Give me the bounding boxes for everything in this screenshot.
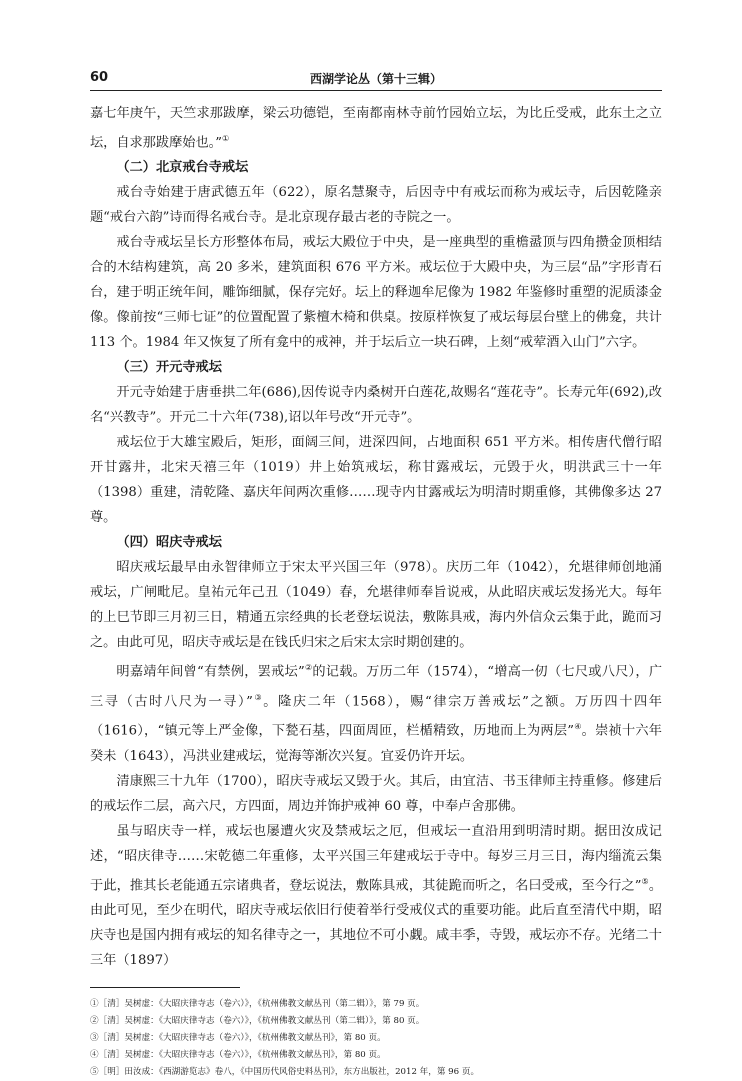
section-heading: （二）北京戒台寺戒坛: [116, 160, 249, 176]
paragraph: 戒台寺始建于唐武德五年（622），原名慧聚寺，后因寺中有戒坛而称为戒坛寺，后因乾隆亲题“戒台六韵”诗而得名戒台寺。是北京现存最古老的寺院之一。: [90, 185, 662, 226]
section-heading: （四）昭庆寺戒坛: [116, 535, 222, 551]
footnote-ref[interactable]: ⑤: [641, 876, 649, 886]
footnote-ref[interactable]: ③: [252, 692, 264, 702]
footnote-ref[interactable]: ②: [304, 663, 313, 673]
footnote: ②［清］吴树虚：《大昭庆律寺志（卷六）》，《杭州佛教文献丛刊（第二辑）》，第 80 页。: [90, 1015, 425, 1026]
paragraph: 明嘉靖年间曾“有禁例，罢戒坛”②的记载。万历二年（1574），“增高一仞（七尺或八尺），广三寻（古时八尺为一寻）”③。隆庆二年（1568），赐“律宗万善戒坛”之额。万历四十四年（1616），“镇元等上严金像，下甃石基，四面周匝，栏楯精致，历地而上为两层”④。崇祯十六年癸未（1643），冯洪业建戒坛，觉海等渐次兴复。宜妥仍许开坛。: [90, 663, 663, 764]
footnote-ref[interactable]: ①: [222, 134, 230, 143]
running-title: 西湖学论丛（第十三辑）: [309, 72, 442, 86]
paragraph: 开元寺始建于唐垂拱二年(686),因传说寺内桑树开白莲花,故赐名“莲花寺”。长寿元年(692),改名“兴教寺”。开元二十六年(738),诏以年号改“开元寺”。: [90, 385, 662, 426]
footnote-ref[interactable]: ④: [574, 722, 582, 732]
article-body: [90, 101, 662, 973]
page-number: 60: [90, 70, 109, 85]
paragraph-continued: 嘉七年庚午，天竺求那跋摩，梁云功德铠，至南都南林寺前竹园始立坛，为比丘受戒，此东土之立坛，自求那跋摩始也。”①: [90, 106, 662, 151]
footnote-divider: [90, 987, 240, 988]
page-header: [90, 68, 662, 91]
paragraph: 清康熙三十九年（1700），昭庆寺戒坛又毁于火。其后，由宜洁、书玉律师主持重修。修建后的戒坛作二层，高六尺，方四面，周边并饰护戒神 60 尊，中奉卢舍那佛。: [90, 773, 662, 814]
document-page: [90, 68, 662, 1081]
paragraph: 昭庆戒坛最早由永智律师立于宋太平兴国三年（978）。庆历二年（1042），允堪律师创地涌戒坛，广闸毗尼。皇祐元年己丑（1049）春，允堪律师奉旨说戒，从此昭庆戒坛发扬光大。每年的上巳节即三月初三日，精通五宗经典的长老登坛说法，敷陈具戒，海内外信众云集于此，跪而习之。由此可见，昭庆寺戒坛是在钱氏归宋之后宋太宗时期创建的。: [90, 560, 662, 651]
footnote: ⑤［明］田汝成：《西湖游览志》卷八，《中国历代风俗史料丛刊》，东方出版社，2012 年，第 96 页。: [90, 1066, 480, 1077]
footnote: ③［清］吴树虚：《大昭庆律寺志（卷六）》，《杭州佛教文献丛刊》，第 80 页。: [90, 1032, 386, 1043]
paragraph: 戒坛位于大雄宝殿后，矩形，面阔三间，进深四间，占地面积 651 平方米。相传唐代僧行昭开甘露井，北宋天禧三年（1019）井上始筑戒坛，称甘露戒坛，元毁于火，明洪武三十一年（1398）重建，清乾隆、嘉庆年间两次重修……现寺内甘露戒坛为明清时期重修，其佛像多达 27 尊。: [90, 435, 662, 526]
paragraph: 虽与昭庆寺一样，戒坛也屡遭火灾及禁戒坛之厄，但戒坛一直沿用到明清时期。据田汝成记述，“昭庆律寺……宋乾德二年重修，太平兴国三年建戒坛于寺中。每岁三月三日，海内缁流云集于此，推其长老能通五宗诸典者，登坛说法，敷陈具戒，其徒跪而听之，名曰受戒，至今行之”⑤。由此可见，至少在明代，昭庆寺戒坛依旧行使着举行受戒仪式的重要功能。此后直至清代中期，昭庆寺也是国内拥有戒坛的知名律寺之一，其地位不可小觑。咸丰季，寺毁，戒坛亦不存。光绪二十三年（1897）: [90, 823, 662, 968]
section-heading: （三）开元寺戒坛: [116, 360, 222, 376]
paragraph: 戒台寺戒坛呈长方形整体布局，戒坛大殿位于中央，是一座典型的重檐盝顶与四角攒金顶相结合的木结构建筑，高 20 多米，建筑面积 676 平方米。戒坛位于大殿中央，为三层“品”字形青石台，建于明正统年间，雕饰细腻，保存完好。坛上的释迦牟尼像为 1982 年鉴修时重塑的泥质漆金像。像前按“三师七证”的位置配置了紫檀木椅和供桌。按原样恢复了戒坛每层台壁上的佛龛，共计 113 个。1984 年又恢复了所有龛中的戒神，并于坛后立一块石碑，上刻“戒荤酒入山门”六字。: [90, 235, 662, 351]
footnote: ①［清］吴树虚：《大昭庆律寺志（卷六）》，《杭州佛教文献丛刊（第二辑）》，第 79 页。: [90, 998, 425, 1009]
footnotes: [90, 996, 662, 1081]
footnote: ④［清］吴树虚：《大昭庆律寺志（卷六）》，《杭州佛教文献丛刊》，第 80 页。: [90, 1049, 386, 1060]
